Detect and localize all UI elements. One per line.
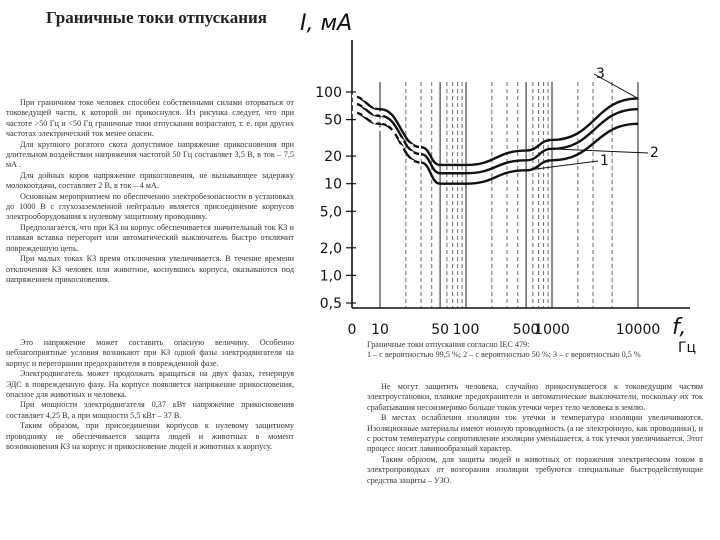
series-1-dash-overlay — [352, 112, 421, 162]
y-tick-label: 50 — [324, 112, 342, 129]
series-3-label: 3 — [596, 66, 605, 82]
paragraph: Электродвигатель может продолжать вращаться на двух фазах, генерируя ЭДС в поврежденную фазу. На корпусе появляется напряжение прикосновения, опасное для животных и человека. — [6, 369, 294, 400]
paragraph: При малых токах КЗ время отключения увеличивается. В течение времени отключения КЗ человек или животное, коснувшись корпуса, оказываются под напряжением прикосновения. — [6, 254, 294, 284]
y-tick-label: 100 — [315, 85, 342, 101]
y-axis-title: I, мА — [300, 11, 353, 36]
paragraph: Это напряжение может составить опасную величину. Особенно неблагоприятные условия возникают при КЗ одной фазы электродвигателя на корпус и перегорании предохранителя в поврежденной фазе. — [6, 338, 294, 368]
x-tick-label: 10 — [371, 322, 389, 338]
x-tick-label: 1000 — [534, 322, 570, 338]
x-axis-title: f, — [672, 315, 687, 340]
paragraph: Таким образом, для защиты людей и животных от поражения электрическим током в электропроводках от возгорания изоляции требуются специальные быстродействующие средства защиты – УЗО. — [367, 454, 703, 485]
y-tick-label: 0,5 — [319, 296, 342, 312]
paragraph: В местах ослабления изоляции ток утечки и температура изоляции увеличиваются. Изоляционные материалы имеют ионную проводимость (а не электронную, как проводники), и с ростом температуры сопротивление изоляции уменьшается, а ток утечки увеличивается. Этот процесс носит лавинообразный характер. — [367, 413, 703, 454]
right-text-column — [367, 382, 703, 486]
paragraph: Таким образом, при присоединении корпусов к нулевому защитному проводнику не обеспечивается защита людей и животных в момент возникновения КЗ на корпус и прикосновение людей и животных к корпусу. — [6, 421, 294, 452]
y-tick-label: 10 — [324, 176, 342, 193]
paragraph: Предполагается, что при КЗ на корпус обеспечивается значительный ток КЗ и плавкая вставка перегорит или автоматический выключатель быстро отключит поврежденную цепь. — [6, 222, 294, 253]
paragraph: Основным мероприятием по обеспечению электробезопасности в установках до 1000 В с глухозаземленной нейтралью является присоединение корпусов электрооборудования к нулевому защитному проводнику. — [6, 191, 294, 222]
y-tick-label: 5,0 — [319, 204, 342, 221]
x-tick-label: 0 — [347, 322, 357, 338]
x-tick-label: 500 — [512, 322, 540, 338]
chart-labels — [300, 11, 696, 356]
paragraph: При мощности электродвигателя 0,37 кВт напряжение прикосновения составляет 4,25 В, а при мощности 5,5 кВт – 37 В. — [6, 400, 294, 420]
caption-line: Граничные токи отпускания согласно IEC 479: — [367, 340, 530, 349]
chart-grid — [346, 40, 690, 308]
x-tick-label: 10000 — [615, 322, 661, 338]
x-tick-label: 100 — [452, 322, 480, 338]
caption-line: 1 – с вероятностью 99,5 %; 2 – с вероятностью 50 %; 3 – с вероятностью 0,5 % — [367, 350, 641, 360]
series-3-line — [352, 96, 638, 165]
series-1-label: 1 — [600, 153, 609, 169]
series-2-label: 2 — [650, 145, 659, 161]
y-tick-label: 2,0 — [319, 240, 342, 257]
y-tick-label: 20 — [324, 149, 342, 166]
paragraph: Для крупного рогатого скота допустимое напряжение прикосновения при длительном воздействии напряжения частотой 50 Гц составляет 3,5 В, в ток – 7,5 мА . — [6, 139, 294, 170]
x-axis-unit: Гц — [678, 340, 697, 356]
page-title: Граничные токи отпускания — [46, 8, 267, 27]
left-text-column-lower — [6, 338, 294, 452]
figure-caption — [367, 340, 703, 361]
y-tick-label: 1,0 — [319, 268, 342, 285]
paragraph: При граничном токе человек способен собственными силами оторваться от токоведущей части, к которой он прикоснулся. Из рисунка следует, что при частоте >50 Гц и <50 Гц граничные токи отпускания возрастают, т. е. при других частотах электрический ток менее опасен. — [6, 98, 294, 139]
paragraph: Не могут защитить человека, случайно прикоснувшегося к токоведущим частям электроустановки, плавкие предохранители и автоматические выключатели, поскольку их ток срабатывания несоизмеримо больше токов утечки через тело человека в землю. — [367, 382, 703, 412]
paragraph: Для дойных коров напряжение прикосновения, не вызывающее задержку молокоотдачи, составляет 2 В, в ток – 4 мА. — [6, 170, 294, 191]
x-tick-label: 50 — [431, 322, 450, 338]
